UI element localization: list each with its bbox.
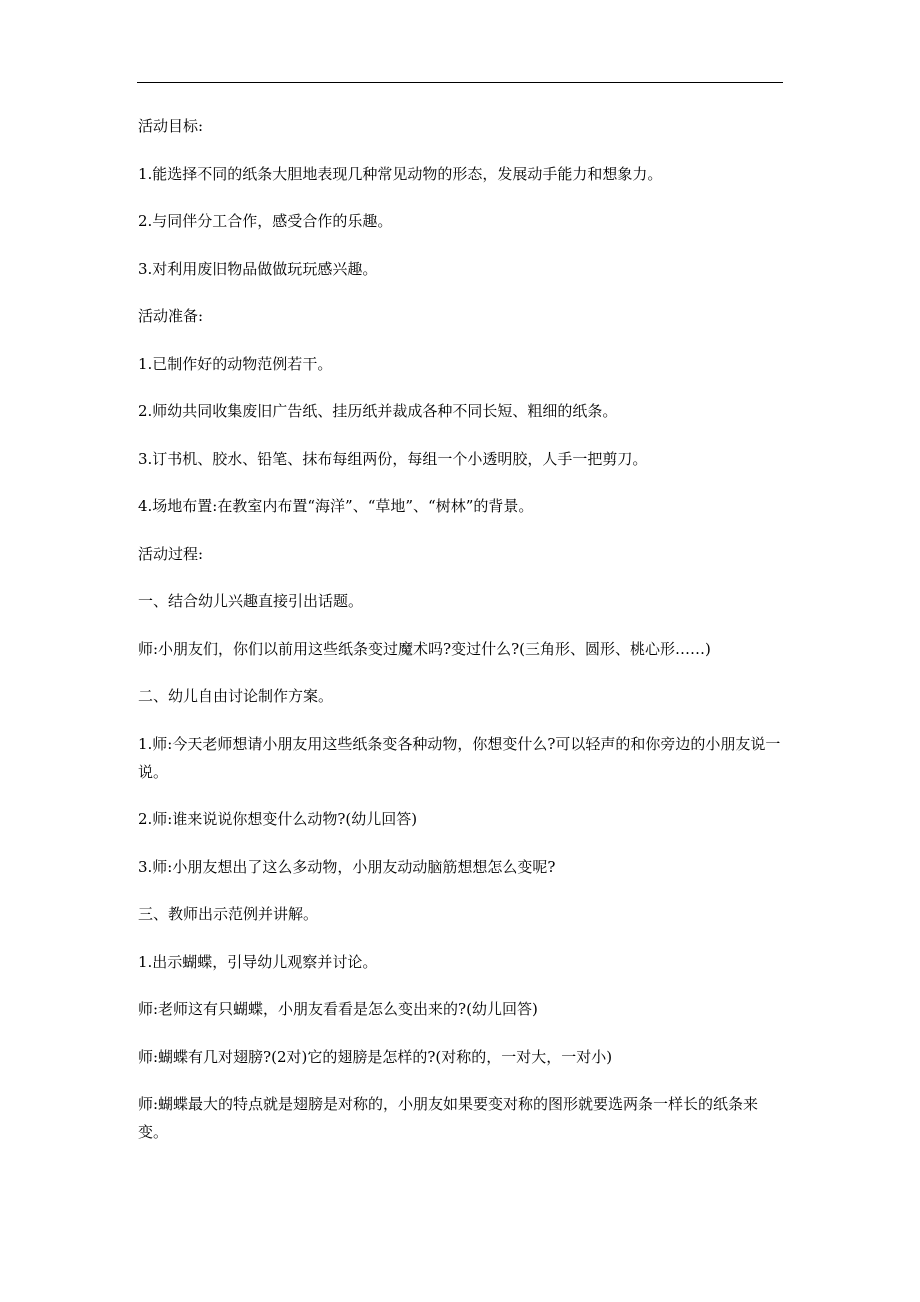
header-rule <box>137 82 783 83</box>
section-heading-preparation: 活动准备: <box>138 307 204 325</box>
paragraph: 1.能选择不同的纸条大胆地表现几种常见动物的形态，发展动手能力和想象力。 <box>138 164 663 183</box>
paragraph: 4.场地布置:在教室内布置“海洋”、“草地”、“树林”的背景。 <box>138 497 534 515</box>
paragraph: 2.师幼共同收集废旧广告纸、挂历纸并裁成各种不同长短、粗细的纸条。 <box>138 402 618 420</box>
paragraph: 1.已制作好的动物范例若干。 <box>138 354 333 373</box>
paragraph: 1.师:今天老师想请小朋友用这些纸条变各种动物，你想变什么?可以轻声的和你旁边的小朋友说一说。 <box>138 734 781 781</box>
subsection-heading: 一、结合幼儿兴趣直接引出话题。 <box>138 592 364 610</box>
paragraph: 师:老师这有只蝴蝶，小朋友看看是怎么变出来的?(幼儿回答) <box>138 1000 538 1018</box>
subsection-heading: 二、幼儿自由讨论制作方案。 <box>138 687 334 705</box>
paragraph: 师:蝴蝶最大的特点就是翅膀是对称的，小朋友如果要变对称的图形就要选两条一样长的纸条来变。 <box>138 1095 759 1141</box>
paragraph: 3.订书机、胶水、铅笔、抹布每组两份，每组一个小透明胶，人手一把剪刀。 <box>138 449 648 468</box>
paragraph: 1.出示蝴蝶，引导幼儿观察并讨论。 <box>138 952 378 971</box>
subsection-heading: 三、教师出示范例并讲解。 <box>138 905 319 923</box>
document-body <box>138 112 786 1166</box>
paragraph: 2.师:谁来说说你想变什么动物?(幼儿回答) <box>138 810 418 828</box>
section-heading-objectives: 活动目标: <box>138 117 204 135</box>
paragraph: 3.师:小朋友想出了这么多动物，小朋友动动脑筋想想怎么变呢? <box>138 857 556 876</box>
paragraph: 师:蝴蝶有几对翅膀?(2对)它的翅膀是怎样的?(对称的，一对大，一对小) <box>138 1047 613 1066</box>
paragraph: 2.与同伴分工合作，感受合作的乐趣。 <box>138 212 393 230</box>
paragraph: 3.对利用废旧物品做做玩玩感兴趣。 <box>138 259 378 278</box>
section-heading-process: 活动过程: <box>138 544 204 563</box>
paragraph: 师:小朋友们，你们以前用这些纸条变过魔术吗?变过什么?(三角形、圆形、桃心形……) <box>138 639 711 658</box>
